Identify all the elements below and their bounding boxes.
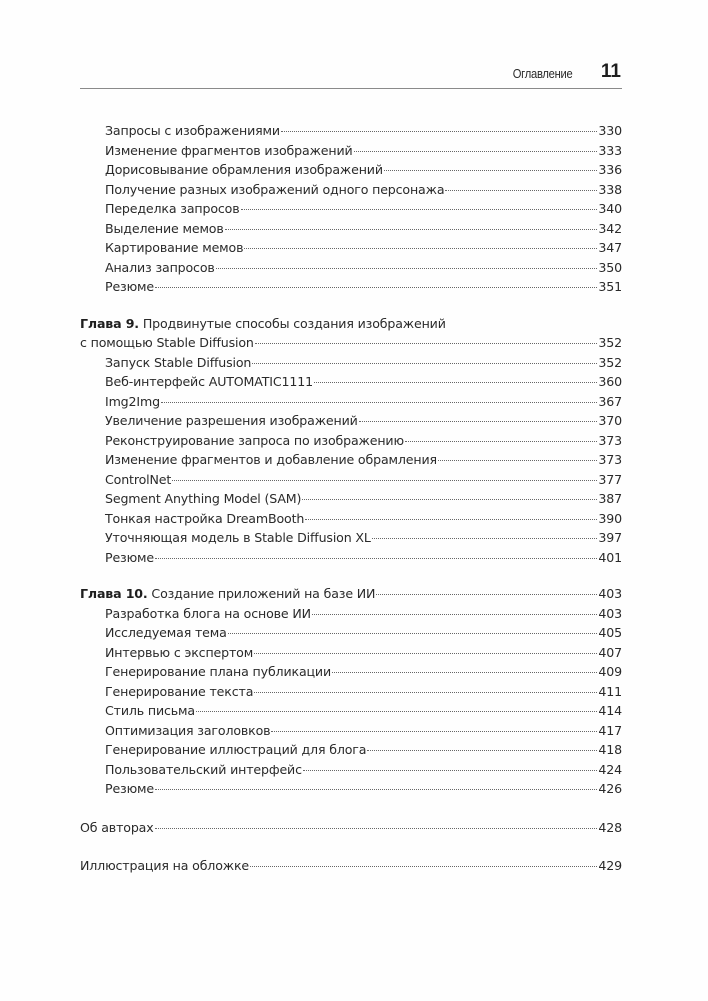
toc-entry[interactable]: Запросы с изображениями 330	[80, 121, 622, 141]
dot-leader	[196, 699, 597, 712]
page-number: 11	[600, 61, 621, 82]
toc-entry[interactable]: Уточняющая модель в Stable Diffusion XL 397	[80, 528, 622, 548]
toc-entry[interactable]: Резюме 351	[80, 277, 622, 297]
dot-leader	[445, 178, 597, 191]
dot-leader	[225, 217, 597, 230]
toc-entry[interactable]: Выделение мемов 342	[80, 219, 622, 239]
dot-leader	[359, 409, 597, 422]
dot-leader	[216, 256, 597, 269]
toc-entry[interactable]: Запуск Stable Diffusion 352	[80, 353, 622, 373]
toc-entry[interactable]: Картирование мемов 347	[80, 238, 622, 258]
dot-leader	[305, 507, 597, 520]
chapter-10-heading[interactable]: Глава 10. Создание приложений на базе ИИ 403	[80, 584, 622, 604]
dot-leader	[244, 236, 597, 249]
dot-leader	[367, 738, 597, 751]
toc-entry[interactable]: Получение разных изображений одного персонажа 338	[80, 180, 622, 200]
dot-leader	[241, 197, 598, 210]
toc-entry[interactable]: Разработка блога на основе ИИ 403	[80, 604, 622, 624]
dot-leader	[254, 680, 597, 693]
toc-entry[interactable]: Segment Anything Model (SAM) 387	[80, 489, 622, 509]
section-title: Оглавление	[512, 66, 572, 81]
toc-entry[interactable]: Генерирование текста 411	[80, 682, 622, 702]
toc-entry[interactable]: Реконструирование запроса по изображению 373	[80, 431, 622, 451]
table-of-contents	[80, 121, 622, 876]
running-header	[80, 58, 622, 89]
toc-entry[interactable]: Img2Img 367	[80, 392, 622, 412]
spacer	[80, 297, 622, 314]
toc-entry[interactable]: Изменение фрагментов и добавление обрамления 373	[80, 450, 622, 470]
dot-leader	[312, 602, 597, 615]
dot-leader	[155, 275, 597, 288]
dot-leader	[376, 582, 597, 595]
toc-entry[interactable]: Стиль письма 414	[80, 701, 622, 721]
toc-entry[interactable]: Генерирование иллюстраций для блога 418	[80, 740, 622, 760]
dot-leader	[155, 777, 597, 790]
dot-leader	[332, 660, 597, 673]
chapter-9-title-line1[interactable]: Глава 9. Продвинутые способы создания изображений	[80, 315, 446, 331]
dot-leader	[252, 351, 597, 364]
dot-leader	[384, 158, 597, 171]
dot-leader	[354, 139, 597, 152]
toc-entry[interactable]: Генерирование плана публикации 409	[80, 662, 622, 682]
toc-entry[interactable]: Резюме 426	[80, 779, 622, 799]
dot-leader	[155, 816, 597, 829]
toc-entry[interactable]: ControlNet 377	[80, 470, 622, 490]
toc-entry[interactable]: Интервью с экспертом 407	[80, 643, 622, 663]
toc-entry[interactable]: Оптимизация заголовков 417	[80, 721, 622, 741]
dot-leader	[254, 641, 597, 654]
toc-entry-cover-illustration[interactable]: Иллюстрация на обложке 429	[80, 856, 622, 876]
toc-entry[interactable]: Пользовательский интерфейс 424	[80, 760, 622, 780]
toc-entry[interactable]: Переделка запросов 340	[80, 199, 622, 219]
dot-leader	[155, 546, 597, 559]
toc-entry[interactable]: Увеличение разрешения изображений 370	[80, 411, 622, 431]
chapter-10-prefix: Глава 10.	[80, 586, 148, 601]
toc-entry[interactable]: Тонкая настройка DreamBooth 390	[80, 509, 622, 529]
dot-leader	[314, 370, 597, 383]
dot-leader	[302, 487, 597, 500]
dot-leader	[161, 390, 597, 403]
dot-leader	[255, 331, 597, 344]
toc-entry[interactable]: Веб-интерфейс AUTOMATIC1111 360	[80, 372, 622, 392]
toc-entry[interactable]: Дорисовывание обрамления изображений 336	[80, 160, 622, 180]
dot-leader	[271, 719, 597, 732]
chapter-9-heading[interactable]: с помощью Stable Diffusion 352	[80, 333, 622, 353]
dot-leader	[405, 429, 597, 442]
toc-entry[interactable]: Резюме 401	[80, 548, 622, 568]
dot-leader	[281, 119, 597, 132]
dot-leader	[372, 526, 597, 539]
toc-entry[interactable]: Исследуемая тема 405	[80, 623, 622, 643]
toc-entry[interactable]: Изменение фрагментов изображений 333	[80, 141, 622, 161]
dot-leader	[438, 448, 597, 461]
chapter-9-prefix: Глава 9.	[80, 315, 139, 331]
toc-entry-about-authors[interactable]: Об авторах 428	[80, 818, 622, 838]
dot-leader	[250, 854, 597, 867]
dot-leader	[172, 468, 597, 481]
dot-leader	[303, 758, 597, 771]
dot-leader	[228, 621, 597, 634]
toc-entry[interactable]: Анализ запросов 350	[80, 258, 622, 278]
